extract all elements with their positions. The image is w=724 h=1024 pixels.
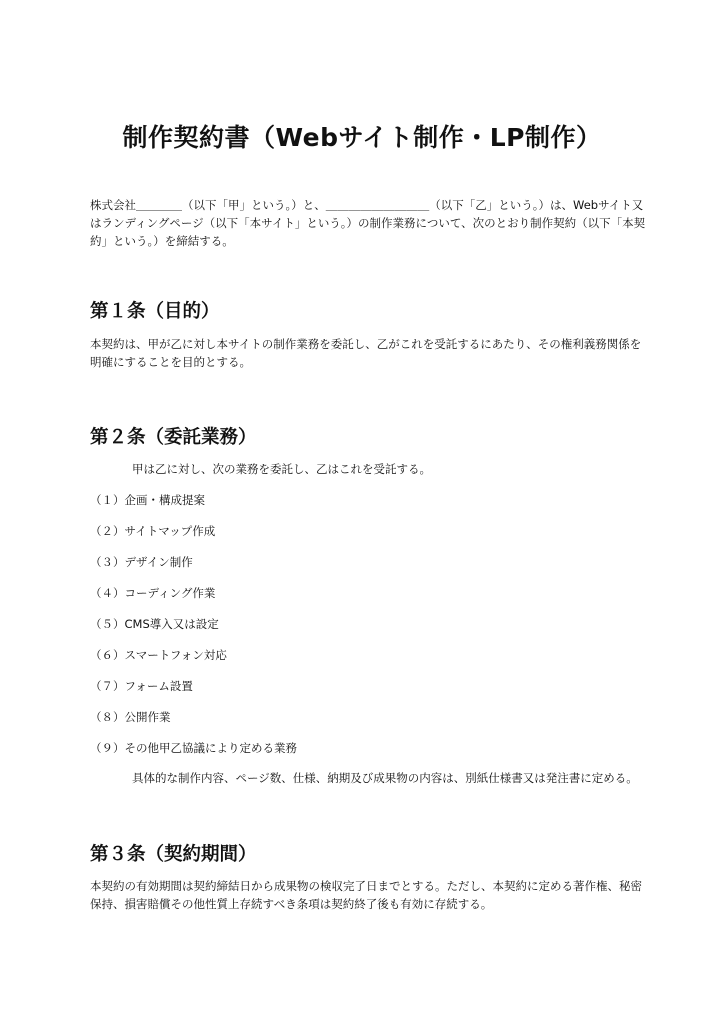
list-item: （４）コーディング作業 — [90, 586, 216, 600]
list-item: （２）サイトマップ作成 — [90, 524, 216, 538]
article-1-body: 本契約は、甲が乙に対し本サイトの制作業務を委託し、乙がこれを受託するにあたり、その権利義務関係を明確にすることを目的とする。 — [90, 337, 642, 369]
article-2-intro: 甲は乙に対し、次の業務を委託し、乙はこれを受託する。 — [132, 462, 431, 476]
list-item: （８）公開作業 — [90, 710, 171, 724]
list-item: （３）デザイン制作 — [90, 555, 193, 569]
article-3-heading: 第３条（契約期間） — [90, 844, 257, 865]
list-item: （７）フォーム設置 — [90, 679, 193, 693]
document-title: 制作契約書（Webサイト制作・LP制作） — [122, 123, 602, 152]
article-3-body: 本契約の有効期間は契約締結日から成果物の検収完了日までとする。ただし、本契約に定める著作権、秘密保持、損害賠償その他性質上存続すべき条項は契約終了後も有効に存続する。 — [90, 879, 642, 911]
list-item: （５）CMS導入又は設定 — [90, 617, 219, 631]
article-1-heading: 第１条（目的） — [90, 301, 220, 322]
list-item: （９）その他甲乙協議により定める業務 — [90, 741, 297, 755]
preamble-paragraph: 株式会社＿＿＿＿（以下「甲」という。）と、＿＿＿＿＿＿＿＿＿（以下「乙」という。）は、Webサイト又はランディングページ（以下「本サイト」という。）の制作業務について、次のとおり制作契約（以下「本契約」という。）を締結する。 — [90, 198, 646, 248]
article-2-heading: 第２条（委託業務） — [90, 427, 257, 448]
article-2-note: 具体的な制作内容、ページ数、仕様、納期及び成果物の内容は、別紙仕様書又は発注書に定める。 — [132, 771, 638, 785]
list-item: （１）企画・構成提案 — [90, 493, 205, 507]
list-item: （６）スマートフォン対応 — [90, 648, 227, 662]
